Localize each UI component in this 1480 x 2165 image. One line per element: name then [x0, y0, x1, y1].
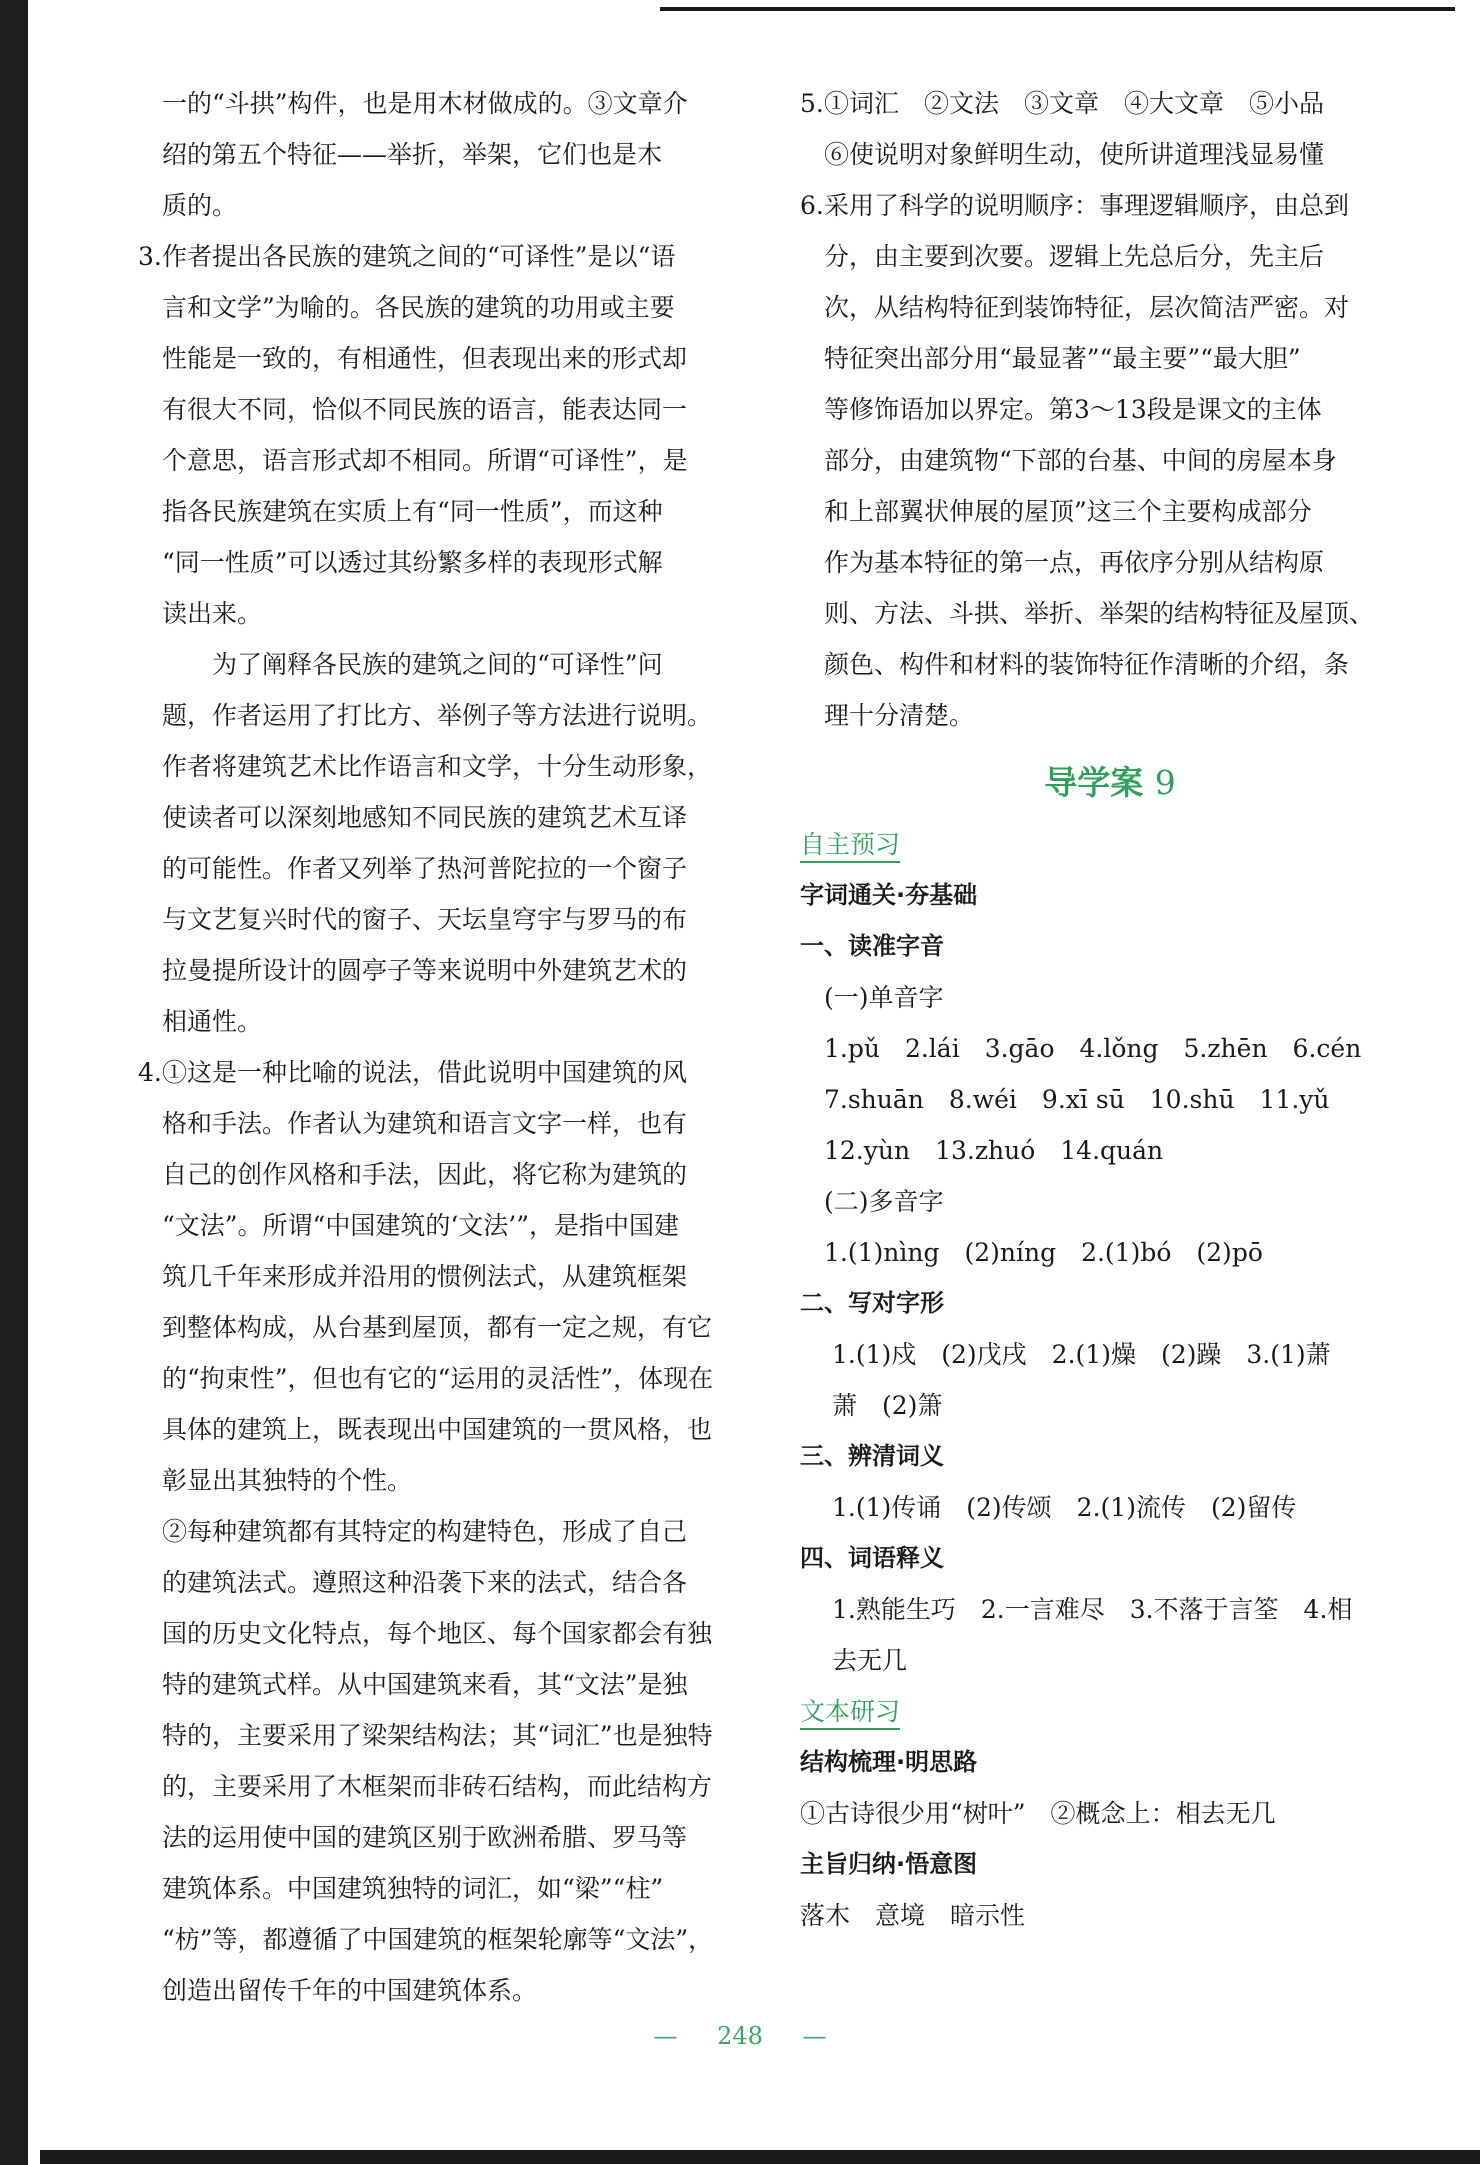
text-line: 的“拘束性”，但也有它的“运用的灵活性”，体现在 — [162, 1364, 714, 1393]
text-line: 创造出留传千年的中国建筑体系。 — [162, 1976, 538, 2005]
text-line: 绍的第五个特征——举折，举架，它们也是木 — [162, 140, 663, 169]
answer-line: 7.shuān 8.wéi 9.xī sū 10.shū 11.yǔ — [824, 1085, 1330, 1114]
text-line: 颜色、构件和材料的装饰特征作清晰的介绍，条 — [824, 650, 1350, 679]
text-line: 等修饰语加以界定。第3～13段是课文的主体 — [824, 395, 1322, 424]
subheader: 字词通关·夯基础 — [800, 881, 978, 909]
text-line: 法的运用使中国的建筑区别于欧洲希腊、罗马等 — [162, 1823, 688, 1852]
right-column — [800, 78, 1420, 1941]
guide-title: 导学案 — [1044, 763, 1144, 802]
text-line: 作者将建筑艺术比作语言和文学，十分生动形象， — [162, 752, 713, 781]
text-line: 特的，主要采用了梁架结构法；其“词汇”也是独特 — [162, 1721, 713, 1750]
section-title: 二、写对字形 — [800, 1289, 944, 1317]
answer-item-4 — [138, 1047, 750, 2016]
answer-line: 1.(1)戍 (2)戊戌 2.(1)燥 (2)躁 3.(1)萧 — [832, 1340, 1331, 1369]
page-number: 248 — [717, 2022, 763, 2050]
text-line: 的建筑法式。遵照这种沿袭下来的法式，结合各 — [162, 1568, 688, 1597]
text-line: 作者提出各民族的建筑之间的“可译性”是以“语 — [162, 242, 676, 271]
text-line: 为了阐释各民族的建筑之间的“可译性”问 — [212, 650, 663, 679]
text-line: 一的“斗拱”构件，也是用木材做成的。③文章介 — [162, 89, 688, 118]
guide-heading — [800, 747, 1420, 819]
text-line: 彰显出其独特的个性。 — [162, 1466, 413, 1495]
scan-edge-bottom — [40, 2150, 1480, 2164]
section-header-preview — [800, 819, 1420, 870]
text-line: ①这是一种比喻的说法，借此说明中国建筑的风 — [162, 1058, 688, 1087]
text-line: 次，从结构特征到装饰特征，层次简洁严密。对 — [824, 293, 1350, 322]
text-line: ②每种建筑都有其特定的构建特色，形成了自己 — [162, 1517, 688, 1546]
answer-line: 1.pǔ 2.lái 3.gāo 4.lǒng 5.zhēn 6.cén — [824, 1034, 1362, 1063]
answer-line: 1.熟能生巧 2.一言难尽 3.不落于言筌 4.相 — [832, 1595, 1353, 1624]
text-line: 分，由主要到次要。逻辑上先总后分，先主后 — [824, 242, 1325, 271]
scan-edge-left — [0, 0, 28, 2165]
answer-line: 去无几 — [832, 1646, 908, 1675]
footer-dash: — — [653, 2022, 678, 2050]
text-line: 个意思，语言形式却不相同。所谓“可译性”，是 — [162, 446, 688, 475]
text-line: 具体的建筑上，既表现出中国建筑的一贯风格，也 — [162, 1415, 713, 1444]
item-number: 6. — [800, 191, 824, 220]
text-line: 质的。 — [162, 191, 238, 220]
section-title: 三、辨清词义 — [800, 1442, 944, 1470]
item-number: 5. — [800, 89, 824, 118]
subsection-title: (二)多音字 — [824, 1187, 944, 1216]
text-line: 的可能性。作者又列举了热河普陀拉的一个窗子 — [162, 854, 688, 883]
answer-item-3-paragraph-2 — [138, 639, 750, 1047]
text-line: “文法”。所谓“中国建筑的‘文法’”，是指中国建 — [162, 1211, 680, 1240]
text-line: 拉曼提所设计的圆亭子等来说明中外建筑艺术的 — [162, 956, 688, 985]
text-line: 作为基本特征的第一点，再依序分别从结构原 — [824, 548, 1325, 577]
text-line: 部分，由建筑物“下部的台基、中间的房屋本身 — [824, 446, 1337, 475]
text-line: 使读者可以深刻地感知不同民族的建筑艺术互译 — [162, 803, 688, 832]
text-line: 国的历史文化特点，每个地区、每个国家都会有独 — [162, 1619, 713, 1648]
text-line: 采用了科学的说明顺序：事理逻辑顺序，由总到 — [824, 191, 1350, 220]
text-line: 言和文学”为喻的。各民族的建筑的功用或主要 — [162, 293, 675, 322]
item-number: 3. — [138, 242, 162, 271]
answer-item-5 — [800, 78, 1420, 180]
answer-line: 1.(1)nìng (2)níng 2.(1)bó (2)pō — [824, 1238, 1263, 1267]
text-line: 理十分清楚。 — [824, 701, 975, 730]
text-line: 自己的创作风格和手法，因此，将它称为建筑的 — [162, 1160, 688, 1189]
answer-line: ①古诗很少用“树叶” ②概念上：相去无几 — [800, 1799, 1276, 1828]
text-line: 的，主要采用了木框架而非砖石结构，而此结构方 — [162, 1772, 713, 1801]
left-column — [138, 78, 750, 2016]
subheader: 结构梳理·明思路 — [800, 1748, 978, 1776]
subheader: 主旨归纳·悟意图 — [800, 1850, 978, 1878]
section-header-study — [800, 1686, 1420, 1737]
guide-number: 9 — [1154, 763, 1176, 802]
answer-line: 萧 (2)箫 — [832, 1391, 943, 1420]
text-line: 相通性。 — [162, 1007, 263, 1036]
text-line: 读出来。 — [162, 599, 263, 628]
text-line: 特征突出部分用“最显著”“最主要”“最大胆” — [824, 344, 1301, 373]
text-line: 指各民族建筑在实质上有“同一性质”，而这种 — [162, 497, 663, 526]
text-line: 则、方法、斗拱、举折、举架的结构特征及屋顶、 — [824, 599, 1375, 628]
page-footer — [0, 2022, 1480, 2050]
item-number: 4. — [138, 1058, 162, 1087]
answer-item-3 — [138, 231, 750, 639]
answer-item-6 — [800, 180, 1420, 741]
footer-dash: — — [802, 2022, 827, 2050]
text-line: 有很大不同，恰似不同民族的语言，能表达同一 — [162, 395, 688, 424]
subsection-title: (一)单音字 — [824, 983, 944, 1012]
section-header-text: 自主预习 — [800, 830, 900, 863]
text-line: ①词汇 ②文法 ③文章 ④大文章 ⑤小品 — [824, 89, 1325, 118]
text-line: 特的建筑式样。从中国建筑来看，其“文法”是独 — [162, 1670, 688, 1699]
text-line: 性能是一致的，有相通性，但表现出来的形式却 — [162, 344, 688, 373]
text-line: “枋”等，都遵循了中国建筑的框架轮廓等“文法”， — [162, 1925, 714, 1954]
continued-answer — [138, 78, 750, 231]
text-line: 题，作者运用了打比方、举例子等方法进行说明。 — [162, 701, 713, 730]
section-title: 四、词语释义 — [800, 1544, 944, 1572]
section-title: 一、读准字音 — [800, 932, 944, 960]
answer-line: 1.(1)传诵 (2)传颂 2.(1)流传 (2)留传 — [832, 1493, 1297, 1522]
answer-line: 落木 意境 暗示性 — [800, 1901, 1026, 1930]
text-line: 筑几千年来形成并沿用的惯例法式，从建筑框架 — [162, 1262, 688, 1291]
text-line: 到整体构成，从台基到屋顶，都有一定之规，有它 — [162, 1313, 713, 1342]
text-line: 与文艺复兴时代的窗子、天坛皇穹宇与罗马的布 — [162, 905, 688, 934]
text-line: 格和手法。作者认为建筑和语言文字一样，也有 — [162, 1109, 688, 1138]
text-line: “同一性质”可以透过其纷繁多样的表现形式解 — [162, 548, 663, 577]
text-line: ⑥使说明对象鲜明生动，使所讲道理浅显易懂 — [824, 140, 1325, 169]
text-line: 和上部翼状伸展的屋顶”这三个主要构成部分 — [824, 497, 1312, 526]
answer-line: 12.yùn 13.zhuó 14.quán — [824, 1136, 1164, 1165]
section-header-text: 文本研习 — [800, 1697, 900, 1730]
top-rule — [660, 7, 1455, 11]
text-line: 建筑体系。中国建筑独特的词汇，如“梁”“柱” — [162, 1874, 664, 1903]
